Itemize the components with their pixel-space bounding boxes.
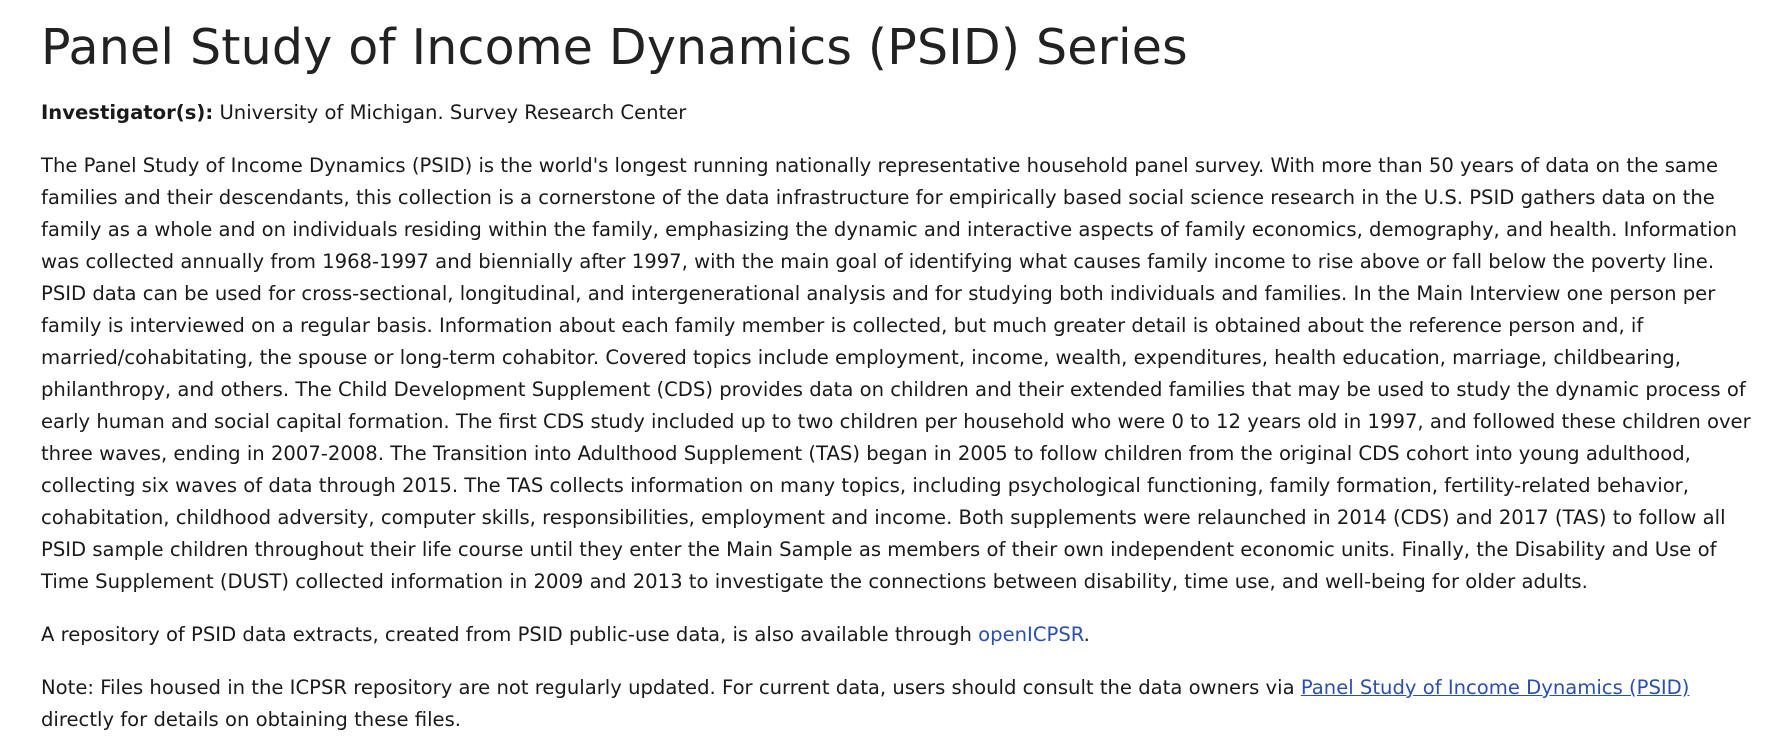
investigators-label: Investigator(s): xyxy=(41,101,214,124)
note-text: Note: Files housed in the ICPSR repository are not regularly updated. For current data, users should consult the data owners via xyxy=(41,676,1301,699)
page-title: Panel Study of Income Dynamics (PSID) Series xyxy=(41,19,1188,76)
investigators-line xyxy=(41,97,1760,129)
repository-text: A repository of PSID data extracts, created from PSID public-use data, is also available through xyxy=(41,623,979,646)
note-paragraph xyxy=(41,672,1760,736)
openicpsr-link[interactable]: openICPSR xyxy=(978,623,1084,646)
psid-link[interactable]: Panel Study of Income Dynamics (PSID) xyxy=(1300,676,1690,699)
series-description: The Panel Study of Income Dynamics (PSID) is the world's longest running nationally representative household panel survey. With more than 50 years of data on the same families and their descendants, this collection is a cornerstone of the data infrastructure for empirically based social science research in the U.S. PSID gathers data on the family as a whole and on individuals residing within the family, emphasizing the dynamic and interactive aspects of family economics, demography, and health. Information was collected annually from 1968-1997 and biennially after 1997, with the main goal of identifying what causes family income to rise above or fall below the poverty line. PSID data can be used for cross-sectional, longitudinal, and intergenerational analysis and for studying both individuals and families. In the Main Interview one person per family is interviewed on a regular basis. Information about each family member is collected, but much greater detail is obtained about the reference person and, if married/cohabitating, the spouse or long-term cohabitor. Covered topics include employment, income, wealth, expenditures, health education, marriage, childbearing, philanthropy, and others. The Child Development Supplement (CDS) provides data on children and their extended families that may be used to study the dynamic process of early human and social capital formation. The first CDS study included up to two children per household who were 0 to 12 years old in 1997, and followed these children over three waves, ending in 2007-2008. The Transition into Adulthood Supplement (TAS) began in 2005 to follow children from the original CDS cohort into young adulthood, collecting six waves of data through 2015. The TAS collects information on many topics, including psychological functioning, family formation, fertility-related behavior, cohabitation, childhood adversity, computer skills, responsibilities, employment and income. Both supplements were relaunched in 2014 (CDS) and 2017 (TAS) to follow all PSID sample children throughout their life course until they enter the Main Sample as members of their own independent economic units. Finally, the Disability and Use of Time Supplement (DUST) collected information in 2009 and 2013 to investigate the connections between disability, time use, and well-being for older adults. xyxy=(41,154,1751,593)
repository-text-end: . xyxy=(1083,623,1090,646)
investigators-value: University of Michigan. Survey Research Center xyxy=(219,101,687,124)
note-text-end: directly for details on obtaining these files. xyxy=(41,708,462,731)
repository-paragraph xyxy=(41,619,1760,651)
